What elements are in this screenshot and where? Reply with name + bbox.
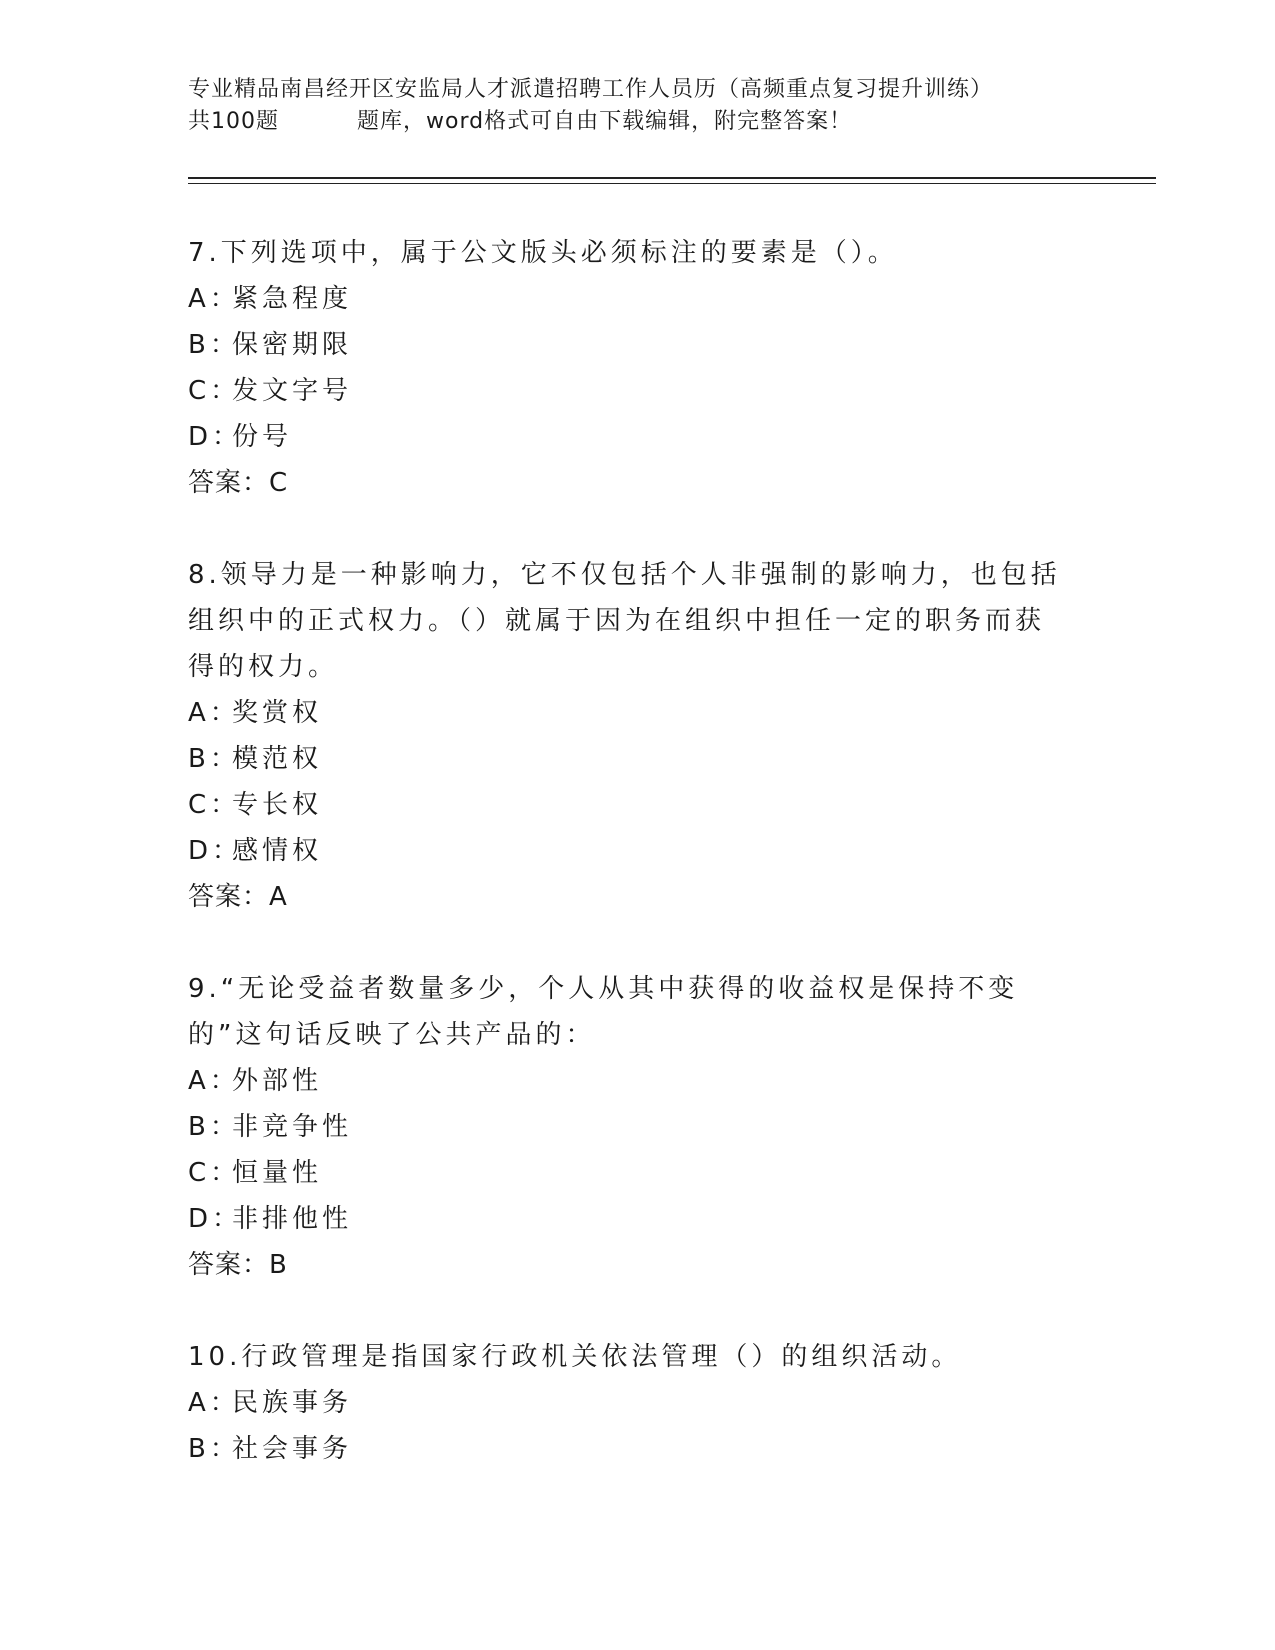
- option-b: [188, 1104, 1068, 1150]
- question-10: [188, 1334, 1068, 1472]
- header-title-line2: [188, 106, 1088, 138]
- option-text: 非排他性: [232, 1204, 353, 1234]
- option-key: A：: [188, 1388, 240, 1418]
- option-a: [188, 1380, 1068, 1426]
- option-text: 社会事务: [232, 1434, 353, 1464]
- option-b: [188, 322, 1068, 368]
- option-text: 感情权: [232, 836, 323, 866]
- header-description: 题库，word格式可自由下载编辑，附完整答案！: [357, 109, 853, 134]
- option-key: A：: [188, 284, 240, 314]
- option-key: C：: [188, 1158, 241, 1188]
- option-text: 专长权: [232, 790, 323, 820]
- option-a: [188, 1058, 1068, 1104]
- option-key: B：: [188, 744, 240, 774]
- question-stem: 7.下列选项中，属于公文版头必须标注的要素是（）。: [188, 238, 898, 268]
- question-7: [188, 230, 1068, 506]
- option-text: 民族事务: [232, 1388, 353, 1418]
- answer-line: 答案：A: [188, 882, 288, 912]
- option-key: D：: [188, 836, 243, 866]
- option-key: C：: [188, 790, 241, 820]
- option-a: [188, 276, 1068, 322]
- document-header: [188, 74, 1088, 138]
- option-d: [188, 828, 1068, 874]
- option-text: 发文字号: [232, 376, 353, 406]
- option-c: [188, 1150, 1068, 1196]
- option-text: 紧急程度: [232, 284, 353, 314]
- question-stem: 10.行政管理是指国家行政机关依法管理（）的组织活动。: [188, 1342, 962, 1372]
- header-divider-thick: [188, 177, 1156, 179]
- option-c: [188, 368, 1068, 414]
- header-divider-thin: [188, 183, 1156, 184]
- option-b: [188, 1426, 1068, 1472]
- option-key: A：: [188, 698, 240, 728]
- option-text: 奖赏权: [232, 698, 323, 728]
- option-a: [188, 690, 1068, 736]
- option-d: [188, 414, 1068, 460]
- option-text: 保密期限: [232, 330, 353, 360]
- question-8: [188, 552, 1068, 920]
- option-key: D：: [188, 422, 243, 452]
- option-text: 模范权: [232, 744, 323, 774]
- question-stem: 9.“无论受益者数量多少，个人从其中获得的收益权是保持不变的”这句话反映了公共产品的：: [188, 974, 1019, 1050]
- option-c: [188, 782, 1068, 828]
- option-text: 份号: [232, 422, 293, 452]
- answer-line: 答案：B: [188, 1250, 288, 1280]
- answer-line: 答案：C: [188, 468, 289, 498]
- option-key: D：: [188, 1204, 243, 1234]
- header-question-count: 共100题: [188, 109, 279, 134]
- option-text: 非竞争性: [232, 1112, 353, 1142]
- question-list: [188, 230, 1068, 1472]
- option-key: C：: [188, 376, 241, 406]
- header-title-line1: 专业精品南昌经开区安监局人才派遣招聘工作人员历（高频重点复习提升训练）: [188, 77, 994, 102]
- option-key: B：: [188, 1112, 240, 1142]
- option-key: A：: [188, 1066, 240, 1096]
- option-key: B：: [188, 1434, 240, 1464]
- question-stem: 8.领导力是一种影响力，它不仅包括个人非强制的影响力，也包括组织中的正式权力。（）就属于因为在组织中担任一定的职务而获得的权力。: [188, 560, 1061, 682]
- option-b: [188, 736, 1068, 782]
- option-d: [188, 1196, 1068, 1242]
- question-9: [188, 966, 1068, 1288]
- option-text: 外部性: [232, 1066, 323, 1096]
- option-text: 恒量性: [232, 1158, 323, 1188]
- option-key: B：: [188, 330, 240, 360]
